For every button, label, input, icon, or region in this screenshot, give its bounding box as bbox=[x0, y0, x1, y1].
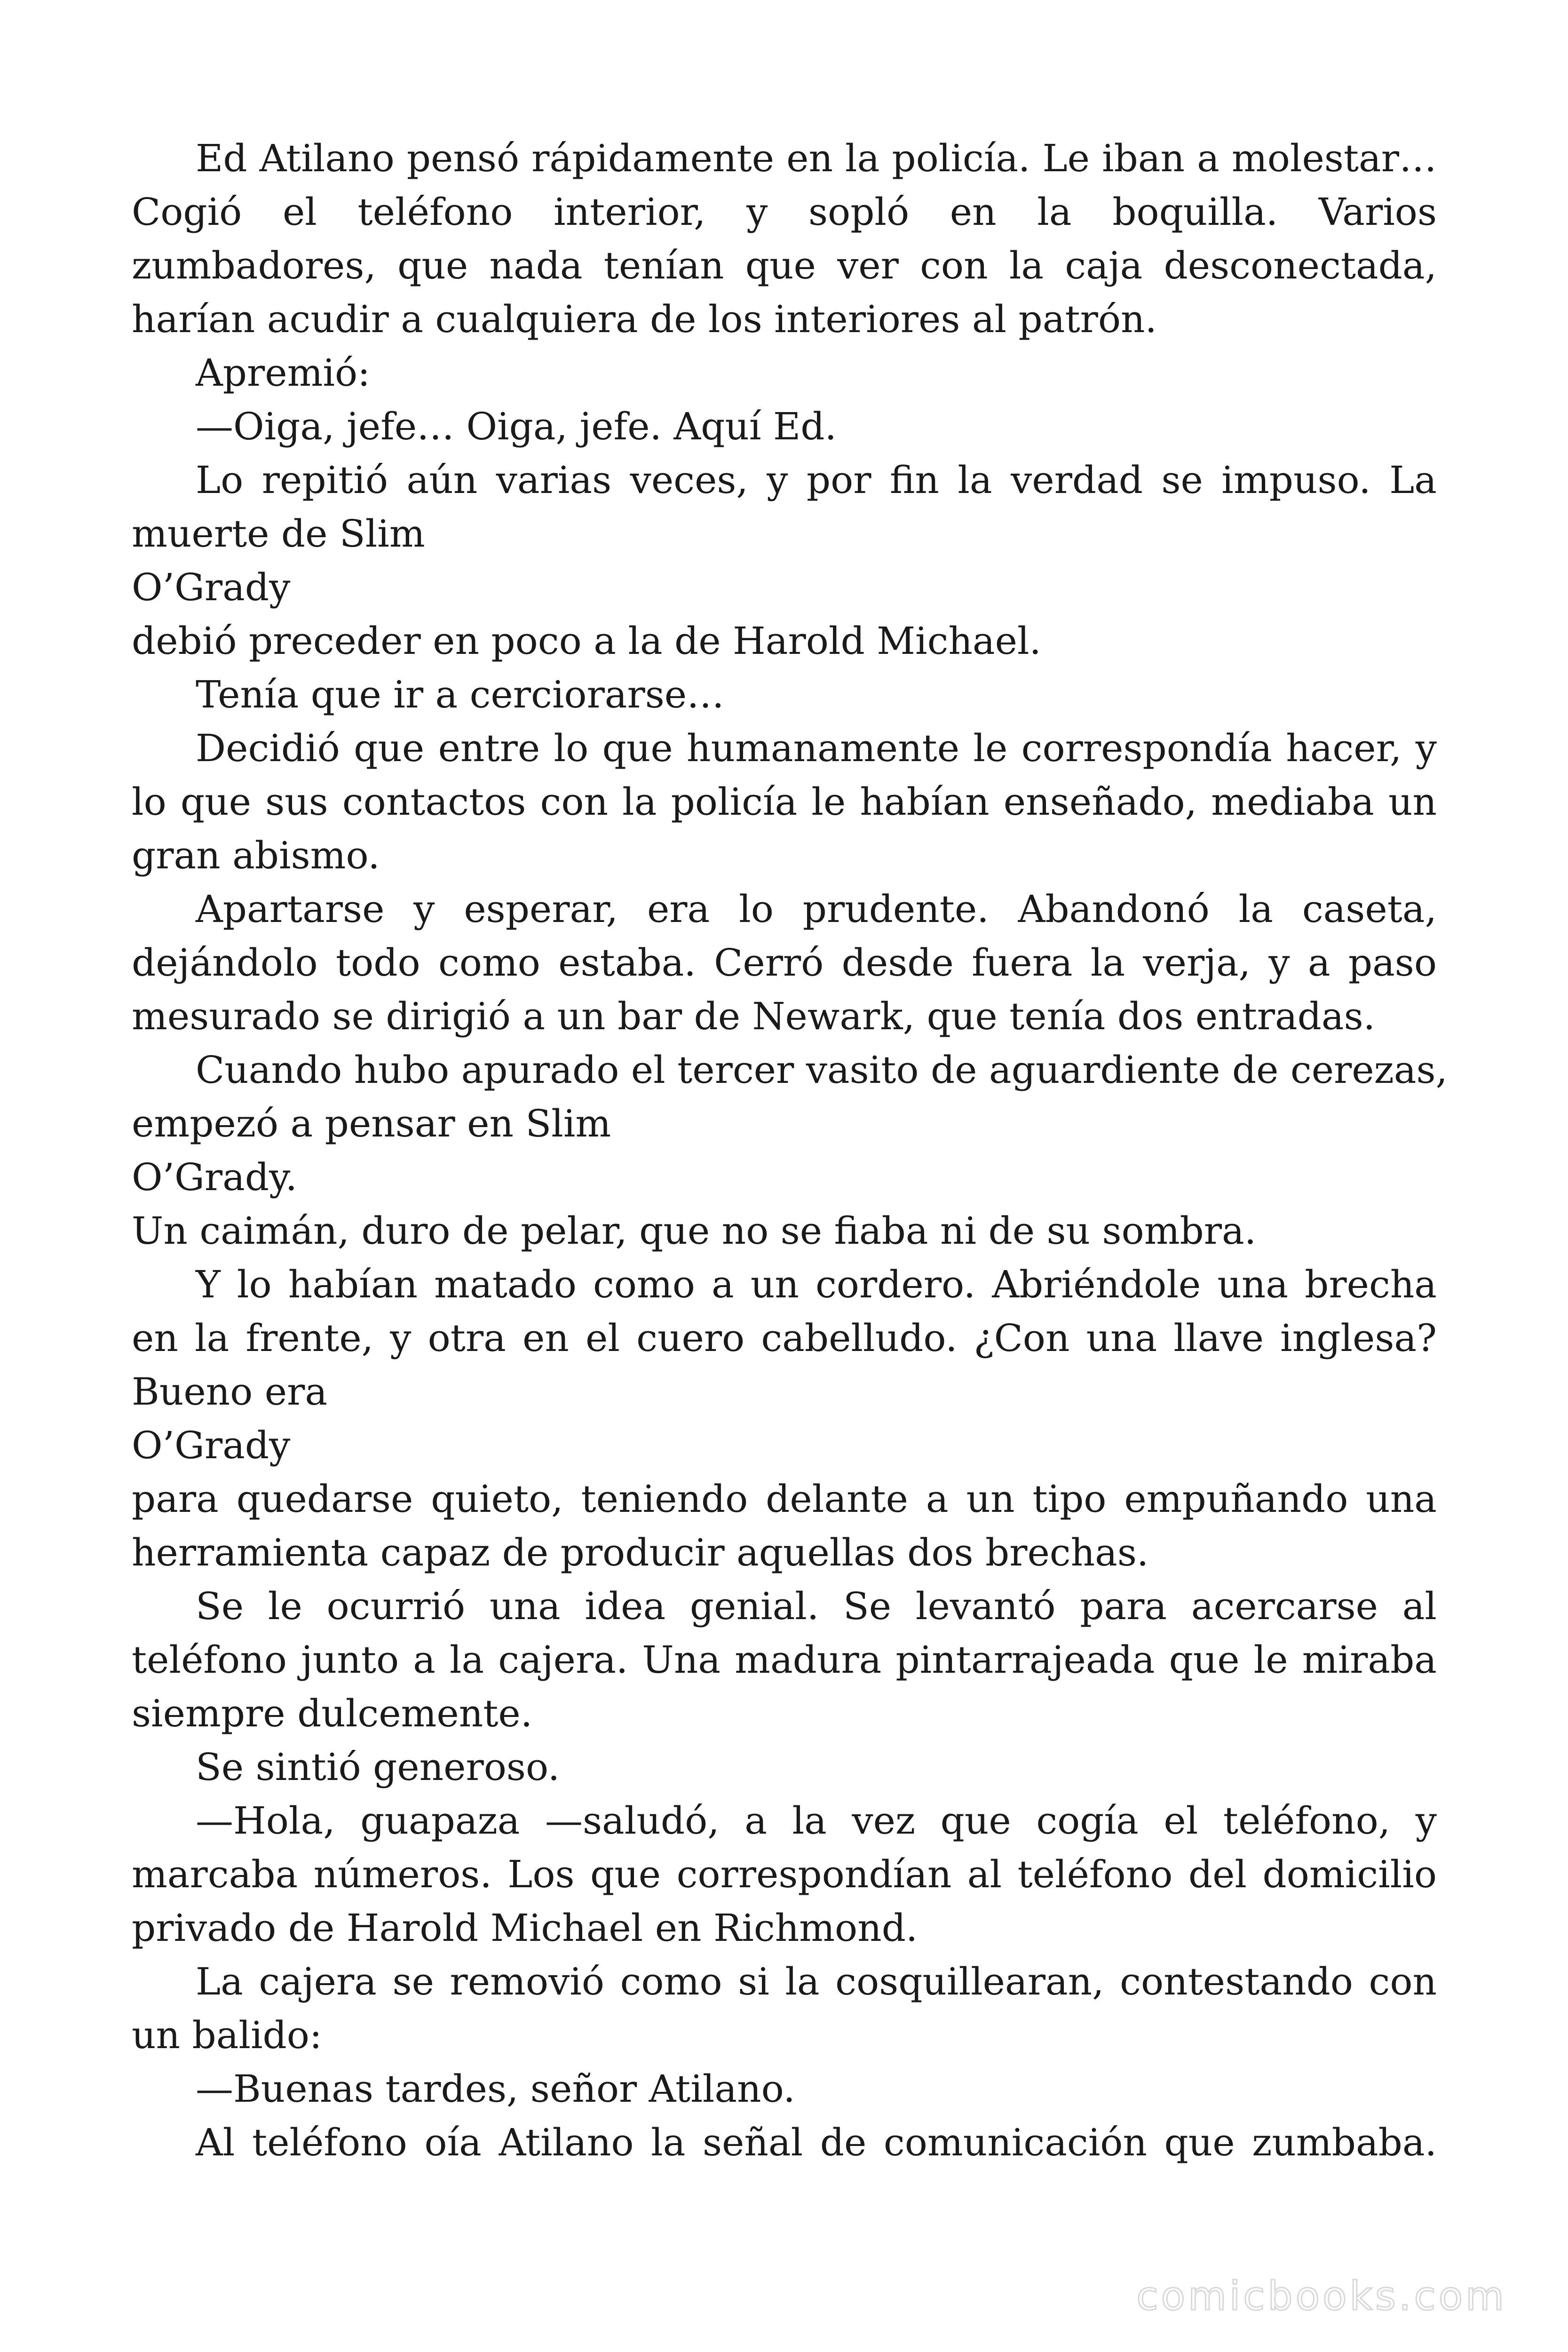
text-line: un balido: bbox=[132, 2013, 322, 2057]
text-line: —Buenas tardes, señor Atilano. bbox=[196, 2067, 795, 2111]
text-line: Apartarse y esperar, era lo prudente. Abandonó la caseta, bbox=[196, 887, 1437, 931]
text-line: O’Grady. bbox=[132, 1155, 298, 1199]
text-line: Bueno era bbox=[132, 1370, 328, 1414]
text-line: gran abismo. bbox=[132, 834, 380, 877]
text-line: herramienta capaz de producir aquellas dos brechas. bbox=[132, 1531, 1149, 1574]
text-line: harían acudir a cualquiera de los interiores al patrón. bbox=[132, 297, 1157, 341]
text-line: siempre dulcemente. bbox=[132, 1692, 533, 1735]
text-line: dejándolo todo como estaba. Cerró desde fuera la verja, y a paso bbox=[132, 941, 1437, 985]
text-line: O’Grady bbox=[132, 565, 291, 609]
text-line: Al teléfono oía Atilano la señal de comunicación que zumbaba. bbox=[196, 2121, 1437, 2164]
text-line: Cogió el teléfono interior, y sopló en la boquilla. Varios bbox=[132, 190, 1437, 234]
text-line: en la frente, y otra en el cuero cabelludo. ¿Con una llave inglesa? bbox=[132, 1316, 1437, 1360]
text-line: debió preceder en poco a la de Harold Michael. bbox=[132, 619, 1041, 663]
text-line: O’Grady bbox=[132, 1423, 291, 1467]
text-line: mesurado se dirigió a un bar de Newark, que tenía dos entradas. bbox=[132, 994, 1376, 1038]
text-line: Y lo habían matado como a un cordero. Abriéndole una brecha bbox=[196, 1263, 1437, 1306]
text-line: Ed Atilano pensó rápidamente en la policía. Le iban a molestar… bbox=[196, 136, 1437, 180]
text-line: Cuando hubo apurado el tercer vasito de aguardiente de cerezas, bbox=[196, 1048, 1448, 1092]
text-line: muerte de Slim bbox=[132, 512, 425, 556]
text-line: marcaba números. Los que correspondían al teléfono del domicilio bbox=[132, 1852, 1437, 1896]
watermark: comicbooks.com bbox=[1136, 2273, 1507, 2319]
text-line: Se le ocurrió una idea genial. Se levantó para acercarse al bbox=[196, 1584, 1437, 1628]
text-line: empezó a pensar en Slim bbox=[132, 1102, 611, 1145]
text-line: —Oiga, jefe… Oiga, jefe. Aquí Ed. bbox=[196, 405, 837, 448]
text-line: lo que sus contactos con la policía le habían enseñado, mediaba un bbox=[132, 780, 1437, 824]
text-line: privado de Harold Michael en Richmond. bbox=[132, 1906, 918, 1950]
text-line: para quedarse quieto, teniendo delante a un tipo empuñando una bbox=[132, 1477, 1437, 1521]
text-line: Tenía que ir a cerciorarse… bbox=[196, 673, 725, 716]
text-line: —Hola, guapaza —saludó, a la vez que cogía el teléfono, y bbox=[196, 1799, 1437, 1843]
text-line: Lo repitió aún varias veces, y por fin la verdad se impuso. La bbox=[196, 458, 1437, 502]
text-line: Un caimán, duro de pelar, que no se fiaba ni de su sombra. bbox=[132, 1209, 1257, 1253]
text-line: La cajera se removió como si la cosquillearan, contestando con bbox=[196, 1960, 1437, 2003]
text-line: teléfono junto a la cajera. Una madura pintarrajeada que le miraba bbox=[132, 1638, 1437, 1682]
text-line: Apremió: bbox=[196, 351, 371, 395]
text-line: Se sintió generoso. bbox=[196, 1745, 560, 1789]
page-body-text bbox=[132, 132, 1448, 2169]
text-line: Decidió que entre lo que humanamente le correspondía hacer, y bbox=[196, 726, 1437, 770]
text-line: zumbadores, que nada tenían que ver con la caja desconectada, bbox=[132, 244, 1437, 287]
